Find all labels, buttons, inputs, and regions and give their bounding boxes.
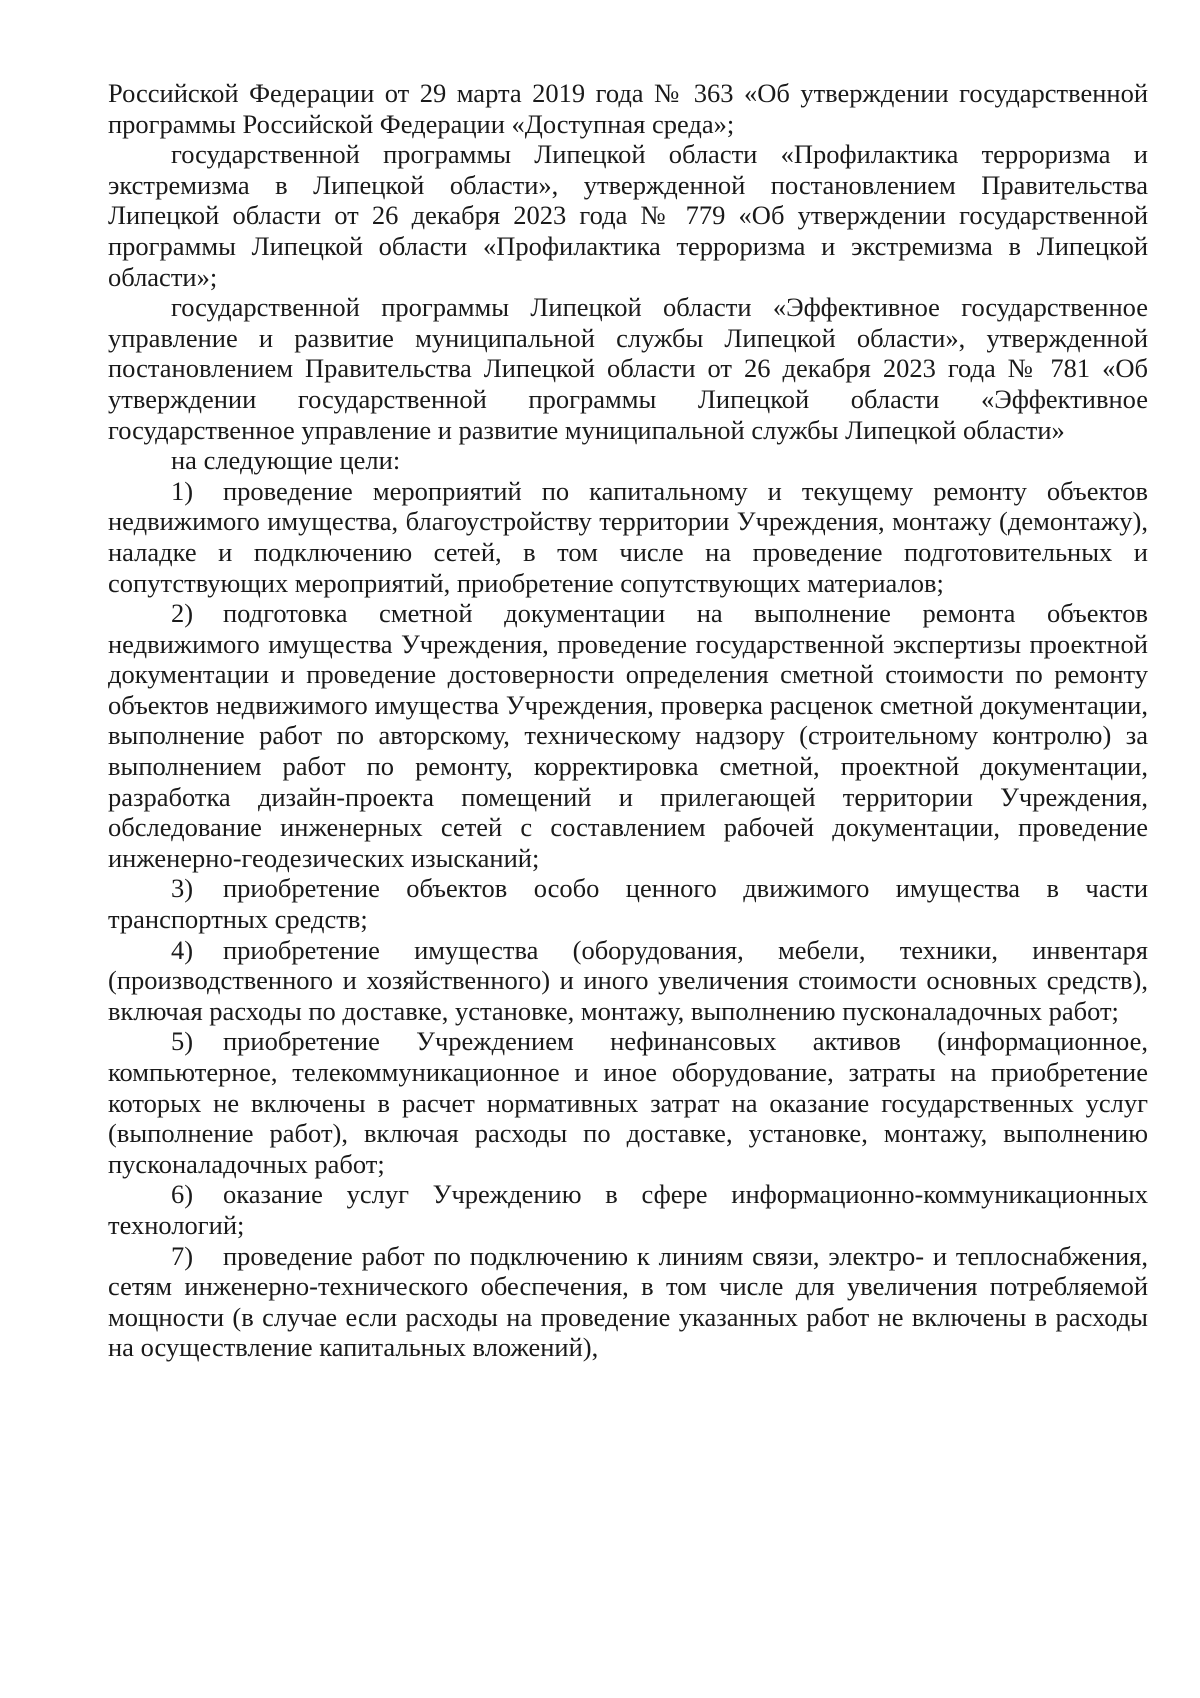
list-item-1: [108, 476, 1148, 598]
list-item-text: оказание услуг Учреждению в сфере информационно-коммуникационных технологий;: [108, 1179, 1148, 1240]
paragraph-goals-intro: на следующие цели:: [171, 445, 401, 476]
paragraph-program-governance: государственной программы Липецкой области «Эффективное государственное управление и развитие муниципальной службы Липецкой области», утвержденной постановлением Правительства Липецкой области от 26 декабря 2023 года № 781 «Об утверждении государственной программы Липецкой области «Эффективное государственное управление и развитие муниципальной службы Липецкой области»: [108, 292, 1148, 445]
list-item-number: 7): [171, 1240, 194, 1271]
list-item-number: 1): [171, 475, 194, 506]
list-item-number: 4): [171, 934, 194, 965]
list-item-2: [108, 598, 1148, 873]
document-body: [108, 78, 1148, 1363]
list-item-text: подготовка сметной документации на выполнение ремонта объектов недвижимого имущества Учреждения, проведение государственной экспертизы проектной документации и проведение достоверности определения сметной стоимости по ремонту объектов недвижимого имущества Учреждения, проверка расценок сметной документации, выполнение работ по авторскому, техническому надзору (строительному контролю) за выполнением работ по ремонту, корректировка сметной, проектной документации, разработка дизайн-проекта помещений и прилегающей территории Учреждения, обследование инженерных сетей с составлением рабочей документации, проведение инженерно-геодезических изысканий;: [108, 598, 1148, 873]
list-item-7: [108, 1241, 1148, 1363]
list-item-text: проведение мероприятий по капитальному и текущему ремонту объектов недвижимого имущества, благоустройству территории Учреждения, монтажу (демонтажу), наладке и подключению сетей, в том числе на проведение подготовительных и сопутствующих мероприятий, приобретение сопутствующих материалов;: [108, 475, 1148, 598]
list-item-number: 2): [171, 598, 194, 629]
list-item-text: приобретение Учреждением нефинансовых активов (информационное, компьютерное, телекоммуникационное и иное оборудование, затраты на приобретение которых не включены в расчет нормативных затрат на оказание государственных услуг (выполнение работ), включая расходы по доставке, установке, монтажу, выполнению пусконаладочных работ;: [108, 1026, 1148, 1179]
paragraph-program-terrorism: государственной программы Липецкой области «Профилактика терроризма и экстремизма в Липецкой области», утвержденной постановлением Правительства Липецкой области от 26 декабря 2023 года № 779 «Об утверждении государственной программы Липецкой области «Профилактика терроризма и экстремизма в Липецкой области»;: [108, 139, 1148, 292]
paragraph-program-dostupnaya-sreda: Российской Федерации от 29 марта 2019 года № 363 «Об утверждении государственной программы Российской Федерации «Доступная среда»;: [108, 78, 1148, 139]
list-item-text: приобретение объектов особо ценного движимого имущества в части транспортных средств;: [108, 873, 1148, 935]
list-item-text: приобретение имущества (оборудования, мебели, техники, инвентаря (производственного и хозяйственного) и иного увеличения стоимости основных средств), включая расходы по доставке, установке, монтажу, выполнению пусконаладочных работ;: [108, 934, 1148, 1026]
list-item-number: 3): [171, 873, 194, 904]
list-item-number: 5): [171, 1026, 194, 1057]
list-item-4: [108, 935, 1148, 1027]
list-item-6: [108, 1179, 1148, 1240]
list-item-3: [108, 873, 1148, 934]
list-item-5: [108, 1026, 1148, 1179]
list-item-text: проведение работ по подключению к линиям связи, электро- и теплоснабжения, сетям инженерно-технического обеспечения, в том числе для увеличения потребляемой мощности (в случае если расходы на проведение указанных работ не включены в расходы на осуществление капитальных вложений),: [108, 1240, 1148, 1363]
list-item-number: 6): [171, 1179, 194, 1210]
